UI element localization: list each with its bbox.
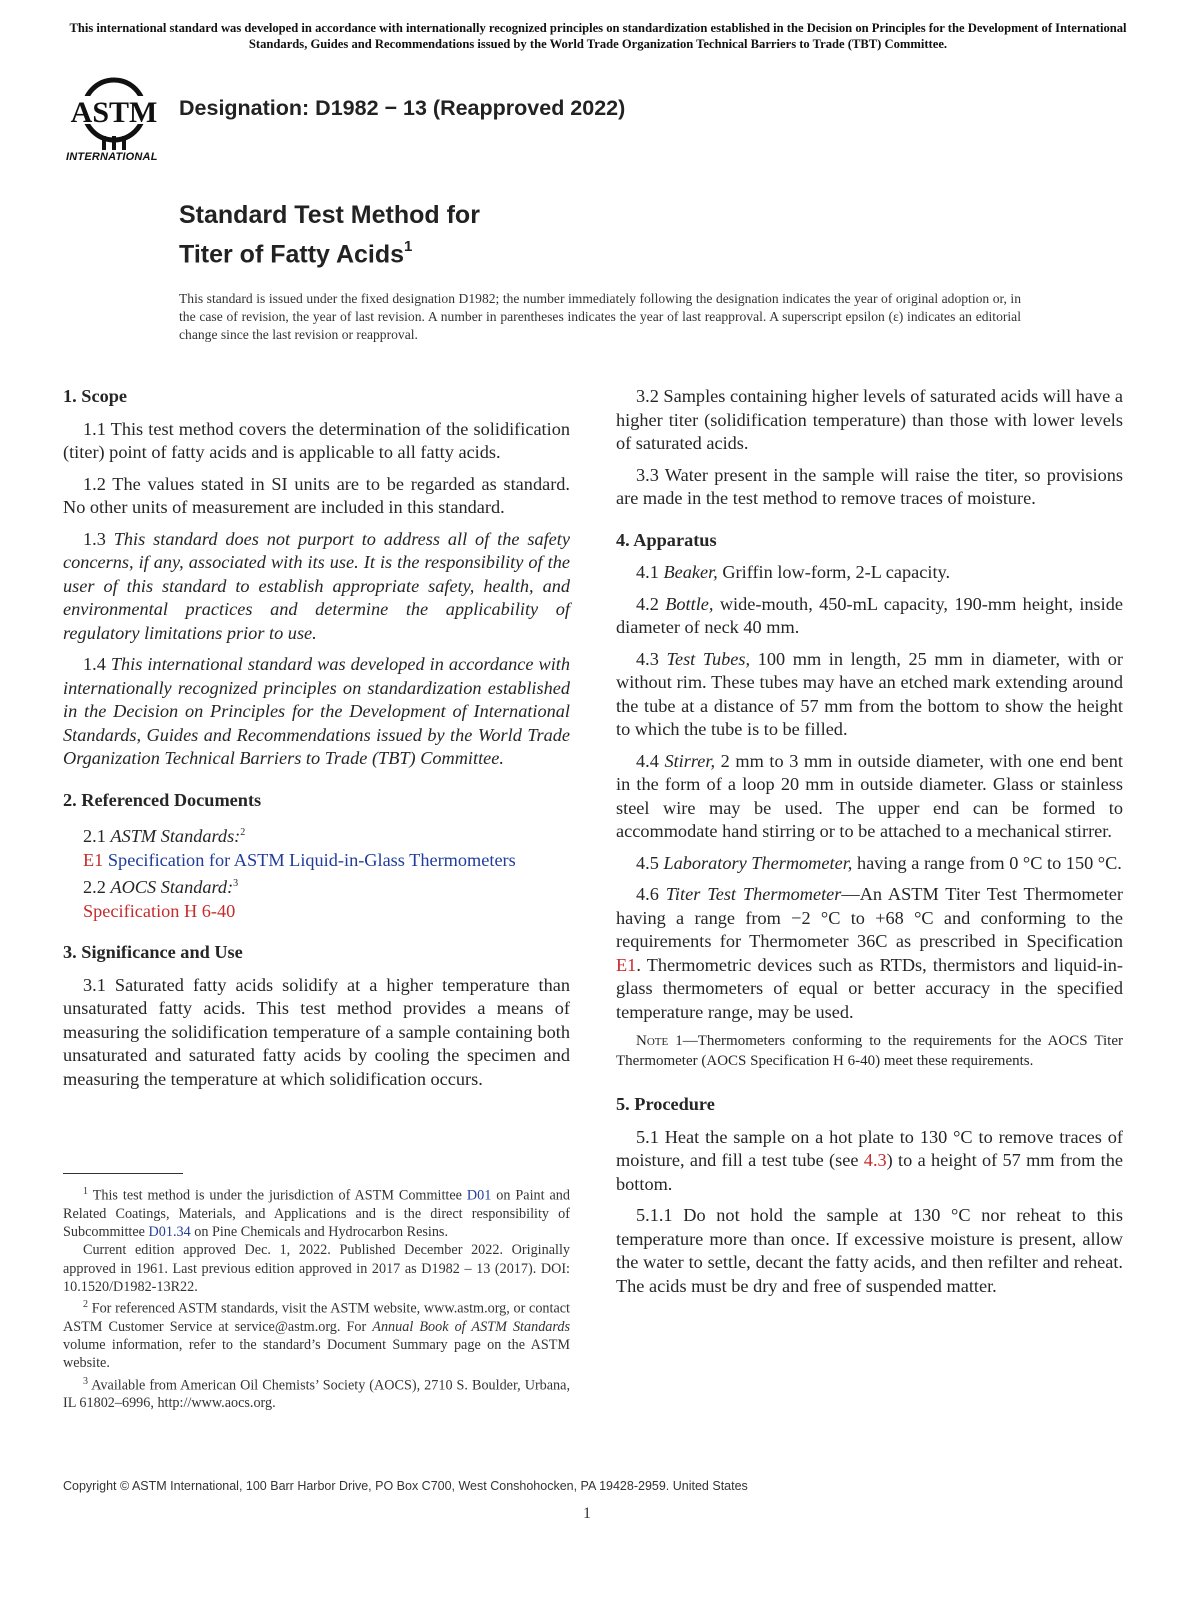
footnote-text: This test method is under the jurisdiction of ASTM Committee [92, 1187, 467, 1204]
paragraph-number: 4.4 [636, 750, 659, 771]
paragraph-text: —An ASTM Titer Test Thermometer having a range from −2 °C to +68 °C and conforming to the requirements for Thermometer 36C as prescribed in Specification [616, 884, 1124, 951]
section-4-3-link[interactable]: 4.3 [863, 1150, 887, 1170]
footnote-text: For referenced ASTM standards, visit the ASTM website, www.astm.org, or contact ASTM Customer Service at service@astm.org. For [63, 1300, 570, 1335]
document-title [179, 199, 480, 271]
paragraph-1-1: 1.1 This test method covers the determination of the solidification (titer) point of fatty acids and is applicable to all fatty acids. [63, 418, 570, 462]
footnote-mark: 3 [83, 1375, 88, 1387]
footnote-mark: 3 [233, 878, 239, 890]
designation: Designation: D1982 − 13 (Reapproved 2022) [179, 96, 626, 120]
paragraph-number: 4.6 [636, 884, 659, 904]
paragraph-number: 4.2 [636, 593, 659, 614]
footnote-2 [63, 1296, 570, 1373]
paragraph-5-1 [616, 1126, 1123, 1197]
paragraph-4-3 [616, 648, 1123, 742]
paragraph-5-1-1: 5.1.1 Do not hold the sample at 130 °C nor reheat to this temperature more than once. If excessive moisture is present, allow the water to settle, decant the fatty acids, and then refilter and reheat. The acids must be dry and free of suspended matter. [616, 1205, 1123, 1296]
logo-wordmark: INTERNATIONAL [66, 151, 158, 163]
section-heading-referenced: 2. Referenced Documents [63, 789, 262, 810]
paragraph-text: . Thermometric devices such as RTDs, thermistors and liquid-in-glass thermometers of equal or better accuracy in the specified temperature range, may be used. [616, 954, 1123, 1022]
title-line-2-text: Titer of Fatty Acids [179, 240, 405, 269]
section-heading-apparatus: 4. Apparatus [616, 529, 717, 550]
title-line-2 [179, 232, 480, 271]
paragraph-number: 1.3 [83, 528, 106, 549]
paragraph-1-3 [63, 528, 570, 646]
note-label: Note 1 [636, 1033, 683, 1049]
footnote-edition: Current edition approved Dec. 1, 2022. Published December 2022. Originally approved in 1961. Last previous edition approved in 2017 as D1982 – 13 (2017). DOI: 10.1520/D1982-13R22. [63, 1242, 570, 1295]
paragraph-term: Laboratory Thermometer, [663, 852, 853, 873]
right-column [616, 385, 1123, 1306]
ref-e1-title-link[interactable]: Specification for ASTM Liquid-in-Glass Thermometers [107, 849, 516, 870]
header-notice: This international standard was developed in accordance with internationally recognized principles on standardization established in the Decision on Principles for the Development of International Standards, Guides and Recommendations issued by the World Trade Organization Technical Barriers to Trade (TBT) Committee. [69, 21, 1127, 51]
page-number: 1 [583, 1505, 591, 1522]
paragraph-3-2: 3.2 Samples containing higher levels of saturated acids will have a higher titer (solidification temperature) than those with lower levels of saturated acids. [616, 386, 1123, 453]
note-1 [616, 1032, 1123, 1071]
paragraph-number: 4.5 [636, 852, 659, 873]
paragraph-3-1: 3.1 Saturated fatty acids solidify at a higher temperature than unsaturated fatty acids. This test method provides a means of measuring the solidification temperature of a sample containing both unsaturated and saturated fatty acids by cooling the specimen and measuring the temperature at which solidification occurs. [63, 974, 570, 1089]
paragraph-3-3: 3.3 Water present in the sample will raise the titer, so provisions are made in the test method to remove traces of moisture. [616, 464, 1123, 508]
section-heading-scope: 1. Scope [63, 386, 127, 406]
ref-e1-code-link[interactable]: E1 [83, 849, 104, 870]
note-text: —Thermometers conforming to the requirements for the AOCS Titer Thermometer (AOCS Specification H 6-40) meet these requirements. [616, 1033, 1123, 1069]
subcommittee-link[interactable]: D01.34 [148, 1224, 191, 1241]
paragraph-text: having a range from 0 °C to 150 °C. [856, 852, 1122, 873]
section-heading-procedure: 5. Procedure [616, 1094, 715, 1114]
footnote-italic: Annual Book of ASTM Standards [372, 1318, 570, 1335]
paragraph-text: This international standard was developed in accordance with internationally recognized principles on standardization established in the Decision on Principles for the Development of International Standards, Guides and Recommendations issued by the World Trade Organization Technical Barriers to Trade (TBT) Committee. [63, 654, 570, 768]
spec-e1-link[interactable]: E1 [616, 954, 637, 975]
paragraph-text: This standard does not purport to address all of the safety concerns, if any, associated with its use. It is the responsibility of the user of this standard to establish appropriate safety, health, and environmental practices and determine the applicability of regulatory limitations prior to use. [63, 528, 570, 643]
section-heading-significance: 3. Significance and Use [63, 942, 243, 963]
title-line-1: Standard Test Method for [179, 201, 480, 229]
paragraph-term: Beaker, [663, 562, 718, 582]
footnote-3 [63, 1373, 570, 1413]
paragraph-text: 5.1 Heat the sample on a hot plate to 130 °C to remove traces of moisture, and fill a test tube (see [616, 1126, 1123, 1170]
paragraph-4-6 [616, 883, 1123, 1024]
paragraph-number: 4.3 [636, 648, 659, 669]
copyright-footer: Copyright © ASTM International, 100 Barr Harbor Drive, PO Box C700, West Conshohocken, PA 19428-2959. United States [63, 1479, 748, 1493]
ref-e1[interactable] [63, 849, 570, 873]
paragraph-number: 4.1 [636, 562, 659, 582]
footnote-1 [63, 1183, 570, 1241]
footnote-mark: 1 [83, 1186, 88, 1197]
paragraph-4-4 [616, 750, 1123, 844]
title-footnote-mark: 1 [404, 238, 413, 255]
paragraph-text: 100 mm in length, 25 mm in diameter, with or without rim. These tubes may have an etched mark extending around the tube at a distance of 57 mm from the bottom to show the height to which the tube is to be filled. [616, 648, 1123, 739]
paragraph-text: 2 mm to 3 mm in outside diameter, with one end bent in the form of a loop 20 mm in outside diameter. Glass or stainless steel wire may be used. The upper end can be formed to accommodate hand stirring or to be attached to a mechanical stirrer. [616, 750, 1123, 841]
paragraph-1-2: 1.2 The values stated in SI units are to be regarded as standard. No other units of measurement are included in this standard. [63, 473, 570, 517]
ref-label: ASTM Standards: [110, 826, 241, 847]
paragraph-term: Test Tubes, [666, 648, 751, 669]
footnotes [63, 1183, 570, 1413]
logo-letters: ASTM [70, 96, 158, 129]
ref-label: AOCS Standard: [110, 877, 234, 898]
paragraph-term: Stirrer, [664, 750, 716, 771]
paragraph-4-5 [616, 852, 1123, 876]
ref-number: 2.1 [83, 826, 106, 847]
ref-2-1 [63, 821, 570, 849]
ref-2-2 [63, 872, 570, 900]
left-column [63, 385, 570, 1099]
footnote-text: volume information, refer to the standard’s Document Summary page on the ASTM website. [63, 1337, 570, 1372]
paragraph-text: ) to a height of 57 mm from the bottom. [616, 1150, 1124, 1194]
paragraph-text: wide-mouth, 450-mL capacity, 190-mm height, inside diameter of neck 40 mm. [616, 593, 1123, 637]
footnote-mark: 2 [240, 827, 246, 838]
paragraph-text: Griffin low-form, 2-L capacity. [722, 562, 951, 582]
ref-number: 2.2 [83, 877, 106, 898]
paragraph-4-2 [616, 593, 1123, 640]
paragraph-1-4 [63, 653, 570, 771]
paragraph-term: Titer Test Thermometer [665, 884, 842, 904]
footnote-text: on Paint and Related Coatings, Materials, and Applications and is the direct responsibility of Subcommittee [63, 1187, 570, 1241]
committee-d01-link[interactable]: D01 [466, 1187, 492, 1204]
footnote-text: Available from American Oil Chemists’ Society (AOCS), 2710 S. Boulder, Urbana, IL 61802–6996, http://www.aocs.org. [63, 1377, 570, 1412]
intro-paragraph: This standard is issued under the fixed designation D1982; the number immediately following the designation indicates the year of original adoption or, in the case of revision, the year of last revision. A number in parentheses indicates the year of last reapproval. A superscript epsilon (ε) indicates an editorial change since the last revision or reapproval. [179, 291, 1021, 342]
paragraph-number: 1.4 [83, 654, 106, 674]
footnote-mark: 2 [83, 1298, 88, 1310]
paragraph-4-1 [616, 561, 1123, 585]
paragraph-term: Bottle, [665, 593, 714, 614]
footnote-divider [63, 1173, 183, 1174]
ref-aocs-spec-link[interactable]: Specification H 6-40 [83, 900, 236, 921]
footnote-text: on Pine Chemicals and Hydrocarbon Resins. [190, 1224, 448, 1241]
